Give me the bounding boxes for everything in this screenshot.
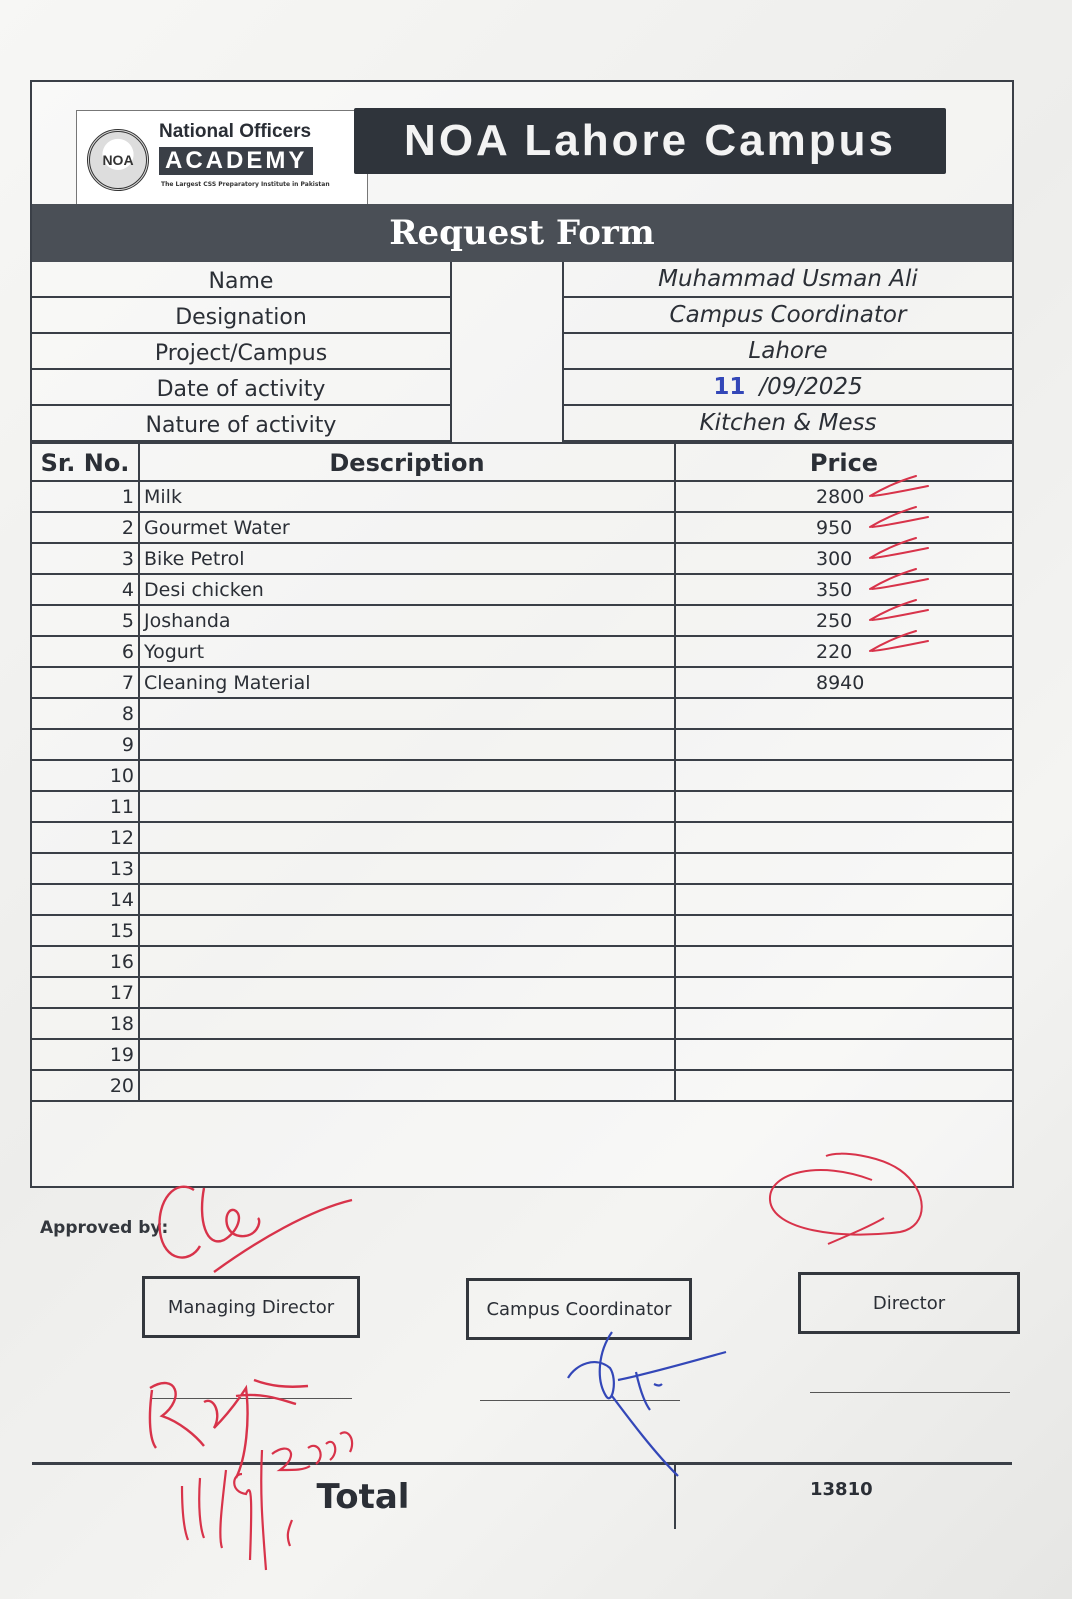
cell-sr-no: 13: [109, 857, 134, 880]
info-value: Muhammad Usman Ali: [562, 262, 1012, 298]
info-label: Date of activity: [32, 370, 450, 406]
cell-price: [674, 1009, 1012, 1038]
cell-sr-no: 19: [109, 1043, 134, 1066]
noa-seal-icon: [87, 129, 149, 191]
table-row: [32, 513, 1012, 544]
cell-description: [138, 916, 674, 945]
info-label: Project/Campus: [32, 334, 450, 370]
cell-description: [138, 1071, 674, 1100]
cell-description: Cleaning Material: [138, 668, 674, 697]
cell-sr-no: 14: [109, 888, 134, 911]
table-row: [32, 1009, 1012, 1040]
cell-sr-no: 10: [109, 764, 134, 787]
info-row-name: [32, 262, 1012, 298]
cell-price: [674, 1040, 1012, 1069]
table-row: [32, 916, 1012, 947]
logo-line-2: ACADEMY: [159, 147, 313, 175]
signature-line-md: [152, 1398, 352, 1399]
cell-description: [138, 730, 674, 759]
cell-price: [674, 823, 1012, 852]
info-value: Campus Coordinator: [562, 298, 1012, 334]
table-row: [32, 606, 1012, 637]
cell-price: [674, 792, 1012, 821]
info-row-nature: [32, 406, 1012, 442]
cell-description: [138, 792, 674, 821]
cell-sr-no: 12: [109, 826, 134, 849]
table-row: [32, 637, 1012, 668]
cell-sr-no: 20: [109, 1074, 134, 1097]
table-row: [32, 854, 1012, 885]
cell-description: Milk: [138, 482, 674, 511]
signature-line-cc: [480, 1400, 680, 1401]
cell-sr-no: 18: [109, 1012, 134, 1035]
info-label: Name: [32, 262, 450, 298]
table-header: [32, 442, 1012, 482]
header-price: Price: [674, 444, 1012, 482]
info-row-designation: [32, 298, 1012, 334]
cell-price: [674, 947, 1012, 976]
cell-price: 8940: [674, 668, 1012, 697]
form-header: [32, 82, 1012, 206]
table-row: [32, 761, 1012, 792]
cell-description: [138, 854, 674, 883]
table-row: [32, 482, 1012, 513]
cell-description: Desi chicken: [138, 575, 674, 604]
cell-price: [674, 854, 1012, 883]
cell-description: Yogurt: [138, 637, 674, 666]
table-row: [32, 544, 1012, 575]
cell-sr-no: 6: [121, 640, 134, 663]
cell-sr-no: 8: [121, 702, 134, 725]
seal-text: NOA: [102, 152, 134, 168]
cell-sr-no: 15: [109, 919, 134, 942]
cell-description: [138, 947, 674, 976]
signature-line-director: [810, 1392, 1010, 1393]
cell-price: [674, 730, 1012, 759]
cell-description: [138, 978, 674, 1007]
cell-price: 950: [674, 513, 1012, 542]
info-value: [562, 370, 1012, 406]
table-row: [32, 947, 1012, 978]
info-value: Kitchen & Mess: [562, 406, 1012, 442]
cell-sr-no: 17: [109, 981, 134, 1004]
cell-sr-no: 2: [121, 516, 134, 539]
cell-price: 2800: [674, 482, 1012, 511]
table-row: [32, 1071, 1012, 1102]
table-row: [32, 1040, 1012, 1071]
header-sr-no: Sr. No.: [40, 449, 130, 477]
box-managing-director: Managing Director: [142, 1276, 360, 1338]
total-row: [32, 1462, 1012, 1548]
campus-banner: NOA Lahore Campus: [354, 108, 946, 174]
cell-sr-no: 9: [121, 733, 134, 756]
total-label: Total: [316, 1477, 410, 1517]
table-row: [32, 575, 1012, 606]
logo-tagline: The Largest CSS Preparatory Institute in Pakistan: [161, 181, 330, 188]
cell-sr-no: 4: [121, 578, 134, 601]
table-row: [32, 823, 1012, 854]
cell-price: [674, 761, 1012, 790]
cell-price: 350: [674, 575, 1012, 604]
cell-description: [138, 1040, 674, 1069]
cell-price: [674, 885, 1012, 914]
info-row-project: [32, 334, 1012, 370]
cell-price: [674, 1071, 1012, 1100]
date-value: /09/2025: [759, 374, 863, 400]
approved-by-label: Approved by:: [40, 1218, 169, 1238]
cell-description: Gourmet Water: [138, 513, 674, 542]
info-label: Nature of activity: [32, 406, 450, 442]
box-campus-coordinator: Campus Coordinator: [466, 1278, 692, 1340]
cell-sr-no: 5: [121, 609, 134, 632]
cell-description: [138, 1009, 674, 1038]
cc-signature: [568, 1332, 726, 1476]
cell-price: [674, 916, 1012, 945]
cell-description: Joshanda: [138, 606, 674, 635]
table-row: [32, 792, 1012, 823]
table-row: [32, 730, 1012, 761]
academy-logo: [76, 110, 368, 206]
box-director: Director: [798, 1272, 1020, 1334]
cell-sr-no: 7: [121, 671, 134, 694]
total-strike-mark: [828, 1218, 884, 1244]
header-description: Description: [138, 444, 674, 482]
cell-sr-no: 11: [109, 795, 134, 818]
cell-price: [674, 699, 1012, 728]
cell-description: Bike Petrol: [138, 544, 674, 573]
cell-description: [138, 823, 674, 852]
info-row-date: [32, 370, 1012, 406]
cell-description: [138, 699, 674, 728]
cell-price: 220: [674, 637, 1012, 666]
info-label: Designation: [32, 298, 450, 334]
cell-sr-no: 3: [121, 547, 134, 570]
approval-signature: [159, 1187, 352, 1272]
table-row: [32, 699, 1012, 730]
cell-sr-no: 16: [109, 950, 134, 973]
cell-description: [138, 885, 674, 914]
total-value: 13810: [674, 1465, 1012, 1529]
cell-description: [138, 761, 674, 790]
table-row: [32, 978, 1012, 1009]
table-row: [32, 668, 1012, 699]
handwritten-day: 11: [713, 374, 746, 400]
info-value: Lahore: [562, 334, 1012, 370]
cell-price: [674, 978, 1012, 1007]
form-title: Request Form: [32, 204, 1012, 262]
cell-price: 250: [674, 606, 1012, 635]
table-row: [32, 885, 1012, 916]
logo-line-1: National Officers: [159, 121, 312, 142]
cell-sr-no: 1: [121, 485, 134, 508]
cell-price: 300: [674, 544, 1012, 573]
